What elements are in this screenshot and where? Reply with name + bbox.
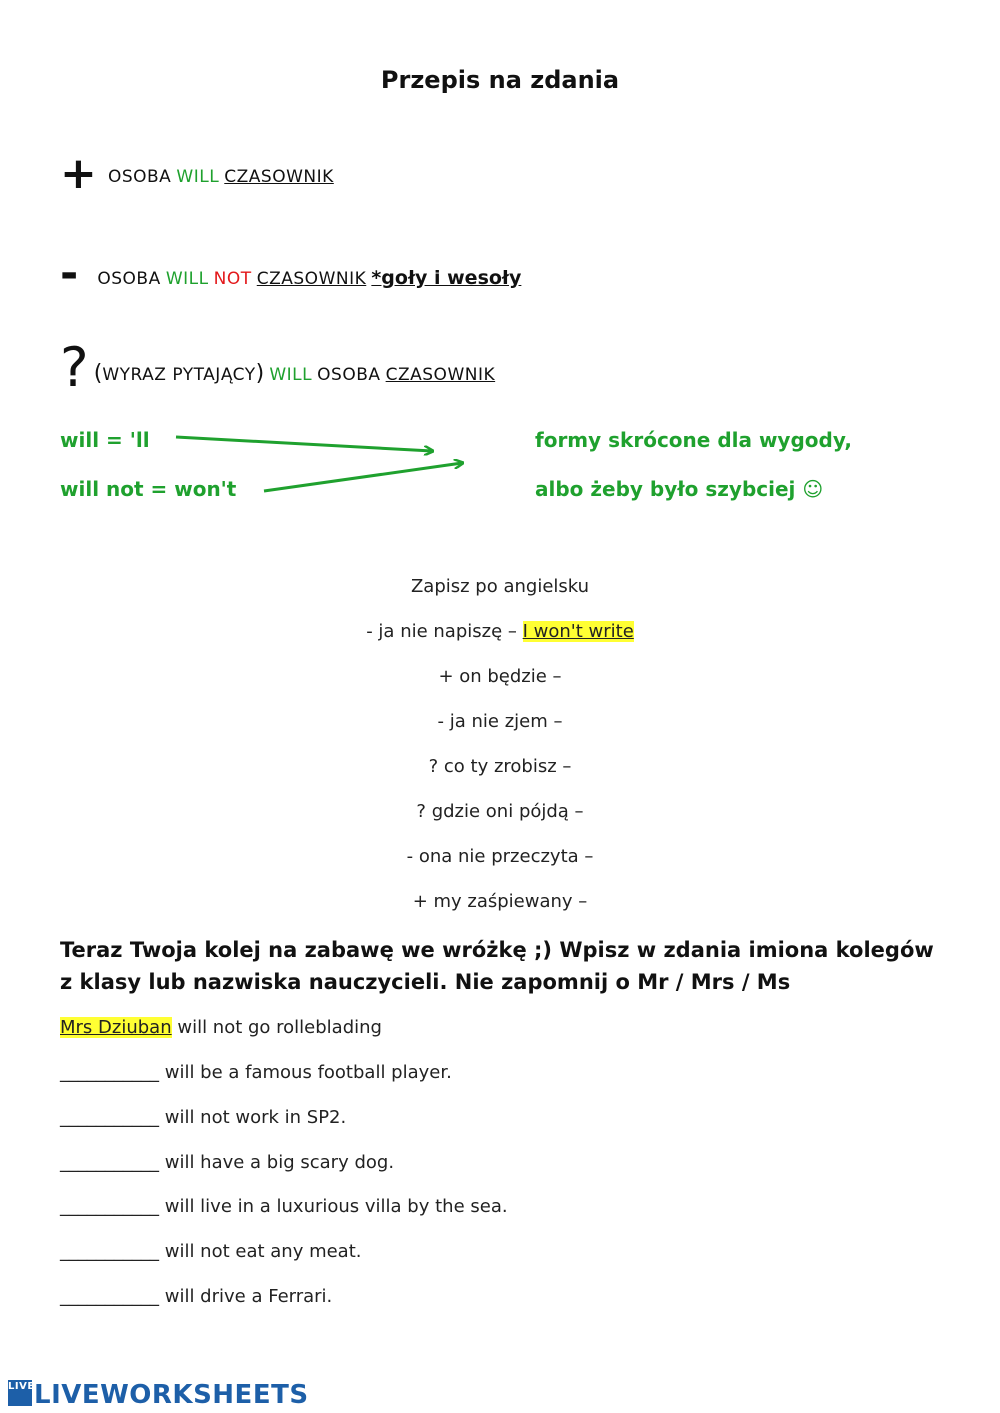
task-instruction: Teraz Twoja kolej na zabawę we wróżkę ;) Wpisz w zdania imiona kolegów z klasy lub nazwiska nauczycieli. Nie zapomnij o Mr / Mrs / Ms — [60, 938, 934, 994]
blank-line[interactable]: ___________ — [60, 1241, 159, 1262]
blank-line[interactable]: ___________ — [60, 1286, 159, 1307]
contraction-note-2: albo żeby było szybciej ☺ — [535, 477, 824, 501]
rule-osoba: OSOBA — [107, 167, 172, 187]
example-answer: I won't write — [522, 621, 634, 642]
blank-line[interactable]: ___________ — [60, 1107, 159, 1128]
rule-osoba: OSOBA — [97, 269, 161, 289]
arrows — [0, 0, 1000, 520]
task-sentence — [60, 1062, 452, 1083]
rule-not: NOT — [213, 269, 252, 289]
rule-czasownik: CZASOWNIK — [256, 269, 367, 289]
sentence-text: will be a famous football player. — [159, 1062, 452, 1083]
contraction-will-not: will not = won't — [60, 477, 237, 501]
exercise-item: ? gdzie oni pójdą – — [416, 801, 584, 822]
task-sentence — [60, 1107, 346, 1128]
blank-line[interactable]: ___________ — [60, 1152, 159, 1173]
sentence-text: will live in a luxurious villa by the sea. — [159, 1196, 508, 1217]
question-symbol: ? — [60, 336, 89, 399]
task-sentence — [60, 1241, 361, 1262]
exercise-heading: Zapisz po angielsku — [410, 576, 590, 597]
contraction-will: will = 'll — [60, 428, 150, 452]
arrow-bottom — [264, 463, 462, 491]
paren-open: ( — [93, 361, 103, 386]
blank-line[interactable]: ___________ — [60, 1196, 159, 1217]
rule-osoba: OSOBA — [317, 365, 381, 385]
rule-wyraz: WYRAZ PYTAJĄCY — [102, 365, 256, 385]
exercise-item: ? co ty zrobisz – — [428, 756, 572, 777]
logo-text: LIVEWORKSHEETS — [34, 1380, 309, 1410]
page-title: Przepis na zdania — [380, 66, 620, 94]
exercise-item: - ona nie przeczyta – — [406, 846, 594, 867]
rule-will: WILL — [165, 269, 209, 289]
contraction-note-1: formy skrócone dla wygody, — [535, 428, 852, 452]
rule-czasownik: CZASOWNIK — [224, 167, 334, 187]
example-rest: will not go rollеblading — [171, 1017, 382, 1038]
blank-line[interactable]: ___________ — [60, 1062, 159, 1083]
example-name: Mrs Dziuban — [60, 1017, 172, 1038]
rule-will: WILL — [176, 167, 220, 187]
task-sentence — [60, 1152, 394, 1173]
exercise-item: + on będzie – — [438, 666, 562, 687]
logo-badge-icon: LIVE — [8, 1380, 32, 1406]
paren-close: ) — [255, 361, 265, 386]
sentence-text: will not work in SP2. — [159, 1107, 347, 1128]
rule-czasownik: CZASOWNIK — [385, 365, 496, 385]
plus-symbol: + — [60, 148, 97, 199]
exercise-example — [0, 621, 1000, 642]
liveworksheets-logo — [8, 1380, 309, 1410]
sentence-text: will have a big scary dog. — [159, 1152, 395, 1173]
example-prefix: - ja nie napiszę – — [366, 621, 517, 642]
exercise-item: - ja nie zjem – — [437, 711, 563, 732]
task-example — [60, 1017, 382, 1038]
task-sentence — [60, 1286, 332, 1307]
task-sentence — [60, 1196, 508, 1217]
sentence-text: will drive a Ferrari. — [159, 1286, 333, 1307]
minus-symbol: - — [60, 248, 79, 299]
rule-note: *goły i wesoły — [371, 267, 522, 289]
rule-will: WILL — [269, 365, 313, 385]
exercise-item: + my zaśpiewany – — [412, 891, 588, 912]
arrow-top — [176, 437, 432, 451]
sentence-text: will not eat any meat. — [159, 1241, 362, 1262]
